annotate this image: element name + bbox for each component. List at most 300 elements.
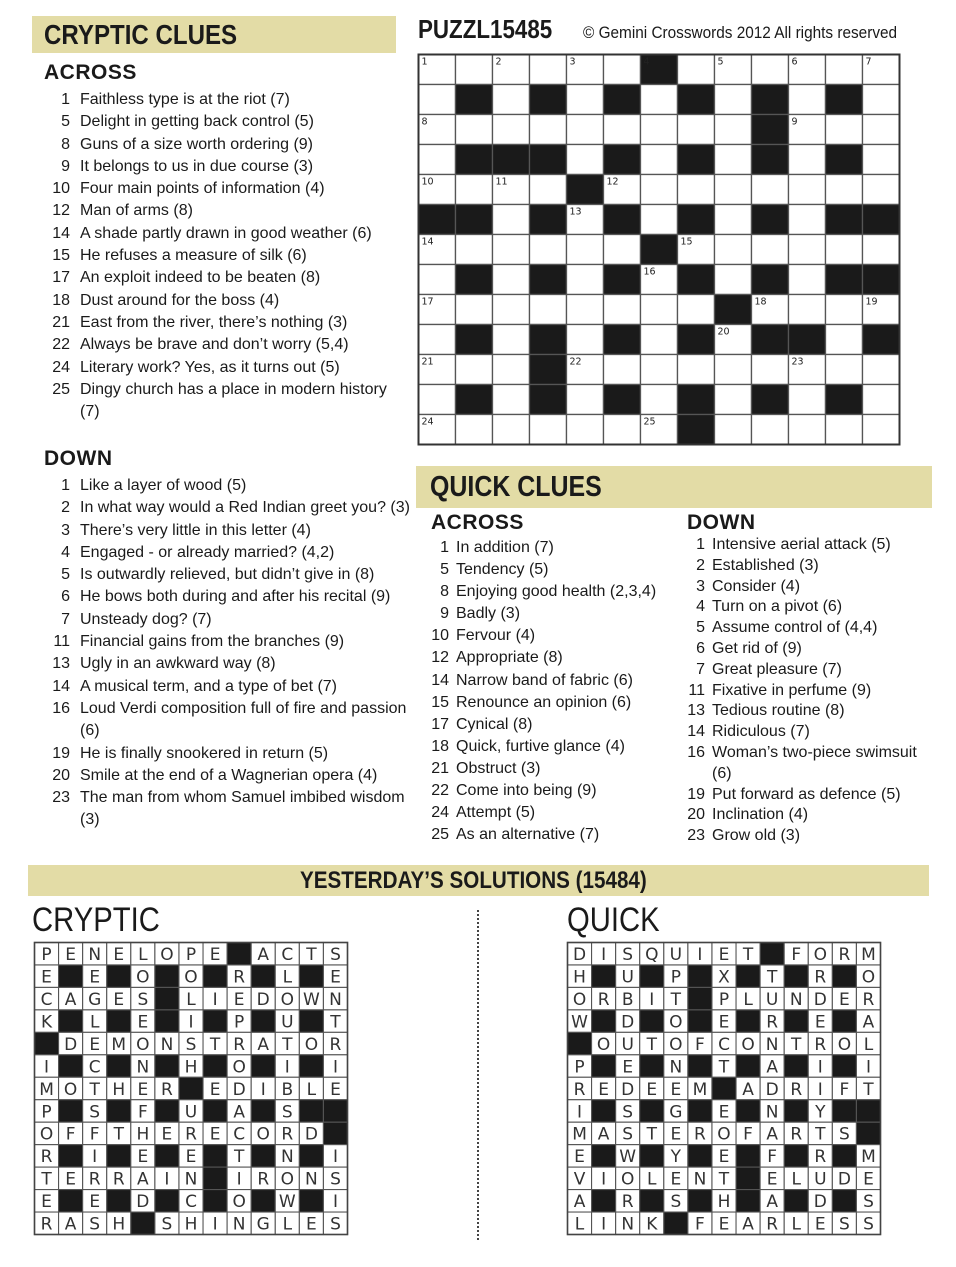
- solution-letter: E: [670, 1079, 682, 1100]
- solution-block: [299, 1055, 323, 1077]
- clue-item: [431, 603, 681, 625]
- grid-cell[interactable]: [530, 235, 567, 265]
- grid-block: [604, 325, 641, 355]
- solution-letter: N: [765, 1034, 779, 1055]
- grid-cell[interactable]: [419, 385, 456, 415]
- grid-cell[interactable]: [604, 295, 641, 325]
- grid-cell[interactable]: [715, 415, 752, 445]
- grid-cell[interactable]: [789, 175, 826, 205]
- grid-cell[interactable]: [419, 85, 456, 115]
- grid-cell[interactable]: [863, 175, 900, 205]
- grid-cell[interactable]: [530, 295, 567, 325]
- grid-cell[interactable]: [567, 265, 604, 295]
- grid-block: [863, 265, 900, 295]
- grid-cell[interactable]: [419, 265, 456, 295]
- solution-letter: D: [136, 1192, 150, 1213]
- grid-block: [789, 325, 826, 355]
- clue-text: As an alternative (7): [456, 826, 600, 844]
- solution-letter: E: [41, 1192, 52, 1213]
- solution-letter: T: [209, 1034, 221, 1055]
- clue-text: He refuses a measure of silk (6): [80, 247, 307, 265]
- solution-letter: T: [282, 1034, 293, 1055]
- grid-cell[interactable]: [863, 115, 900, 145]
- clue-text: Quick, furtive glance (4): [456, 737, 625, 755]
- solution-letter: T: [718, 1057, 730, 1078]
- solution-letter: O: [232, 1057, 246, 1078]
- grid-cell[interactable]: [641, 325, 678, 355]
- solution-letter: I: [332, 1192, 338, 1213]
- solution-letter: E: [330, 1079, 341, 1100]
- clue-text: Enjoying good health (2,3,4): [456, 583, 657, 601]
- clue-text: Always be brave and don’t worry (5,4): [80, 336, 349, 354]
- solution-letter: A: [573, 1192, 586, 1213]
- grid-cell[interactable]: [567, 325, 604, 355]
- clue-number: 1: [61, 477, 70, 494]
- clue-item: [44, 631, 414, 653]
- solution-block: [832, 1010, 856, 1032]
- grid-cell[interactable]: [789, 85, 826, 115]
- solution-letter: O: [837, 1034, 852, 1055]
- grid-cell[interactable]: [863, 385, 900, 415]
- solution-letter: A: [257, 945, 270, 966]
- solution-letter: E: [766, 1169, 778, 1190]
- solution-letter: R: [281, 1124, 294, 1145]
- clue-item: [44, 223, 404, 245]
- solution-block: [203, 1055, 227, 1077]
- solution-block: [736, 1190, 760, 1212]
- clue-text: The man from whom Samuel imbibed wisdom (3): [80, 789, 405, 829]
- solution-letter: T: [863, 1079, 874, 1100]
- grid-cell[interactable]: [715, 355, 752, 385]
- solution-block: [179, 1077, 203, 1099]
- solution-letter: O: [136, 1034, 150, 1055]
- grid-cell[interactable]: [715, 145, 752, 175]
- grid-cell[interactable]: [826, 55, 863, 85]
- clue-item: [44, 334, 404, 356]
- solution-block: [568, 1032, 592, 1054]
- solution-block: [592, 1010, 616, 1032]
- grid-number: 23: [791, 356, 804, 368]
- clue-number: 7: [696, 660, 705, 678]
- solution-letter: N: [160, 1034, 174, 1055]
- clue-text: There’s very little in this letter (4): [80, 521, 311, 539]
- solution-letter: T: [113, 1124, 124, 1145]
- clue-item: [44, 765, 414, 787]
- grid-cell[interactable]: [493, 325, 530, 355]
- grid-cell[interactable]: [456, 295, 493, 325]
- solution-block: [592, 965, 616, 987]
- solution-block: [299, 965, 323, 987]
- grid-cell[interactable]: [456, 235, 493, 265]
- grid-cell[interactable]: [789, 205, 826, 235]
- solution-letter: E: [185, 1147, 197, 1168]
- solution-letter: D: [813, 1192, 827, 1213]
- solution-letter: H: [184, 1214, 198, 1235]
- grid-cell[interactable]: [604, 415, 641, 445]
- grid-cell[interactable]: [567, 145, 604, 175]
- grid-block: [456, 265, 493, 295]
- grid-number: 13: [569, 206, 582, 218]
- solution-letter: L: [186, 989, 196, 1010]
- grid-cell[interactable]: [752, 235, 789, 265]
- solution-letter: E: [718, 1214, 730, 1235]
- puzzle-id: PUZZL15485: [418, 14, 553, 44]
- solution-letter: H: [573, 967, 586, 988]
- grid-cell[interactable]: [641, 295, 678, 325]
- grid-cell[interactable]: [641, 175, 678, 205]
- solution-letter: F: [695, 1034, 705, 1055]
- solution-block: [736, 1055, 760, 1077]
- solution-letter: O: [572, 989, 587, 1010]
- clue-number: 14: [431, 671, 449, 689]
- grid-block: [530, 355, 567, 385]
- solution-letter: R: [814, 967, 827, 988]
- clue-item: [431, 581, 681, 603]
- solutions-divider: [477, 910, 479, 1240]
- grid-number: 7: [865, 56, 872, 68]
- grid-cell[interactable]: [826, 175, 863, 205]
- solution-letter: S: [622, 945, 634, 966]
- grid-cell[interactable]: [604, 235, 641, 265]
- grid-cell[interactable]: [863, 85, 900, 115]
- grid-number: 25: [643, 416, 656, 428]
- solution-letter: H: [112, 1214, 126, 1235]
- grid-cell[interactable]: [826, 325, 863, 355]
- solution-letter: L: [791, 1214, 801, 1235]
- clue-item: [687, 535, 937, 556]
- grid-cell[interactable]: [863, 415, 900, 445]
- grid-cell[interactable]: [715, 385, 752, 415]
- grid-cell[interactable]: [456, 115, 493, 145]
- solutions-title: YESTERDAY’S SOLUTIONS (15484): [300, 867, 647, 894]
- solution-letter: E: [306, 1214, 317, 1235]
- grid-cell[interactable]: [641, 85, 678, 115]
- solution-letter: I: [601, 945, 607, 966]
- grid-cell[interactable]: [530, 175, 567, 205]
- solution-letter: D: [64, 1034, 78, 1055]
- grid-cell[interactable]: [493, 115, 530, 145]
- grid-cell[interactable]: [715, 235, 752, 265]
- clue-number: 7: [61, 610, 70, 628]
- solution-letter: S: [622, 1102, 634, 1123]
- grid-cell[interactable]: [715, 205, 752, 235]
- clue-item: [431, 780, 681, 802]
- solution-letter: A: [742, 1214, 754, 1235]
- grid-cell[interactable]: [826, 355, 863, 385]
- grid-block: [530, 385, 567, 415]
- solution-letter: E: [209, 1124, 221, 1145]
- clue-number: 11: [53, 633, 70, 651]
- clue-text: Guns of a size worth ordering (9): [80, 135, 313, 153]
- clue-item: [431, 670, 681, 692]
- solution-letter: K: [646, 1214, 658, 1235]
- grid-cell[interactable]: [641, 385, 678, 415]
- solution-letter: S: [89, 1102, 101, 1123]
- clue-text: Ugly in an awkward way (8): [80, 655, 276, 673]
- grid-cell[interactable]: [752, 415, 789, 445]
- solution-letter: O: [669, 1012, 683, 1033]
- solution-letter: O: [63, 1079, 78, 1100]
- clue-text: Attempt (5): [456, 804, 536, 822]
- solution-letter: O: [136, 967, 150, 988]
- solution-letter: S: [838, 1214, 850, 1235]
- grid-cell[interactable]: [826, 415, 863, 445]
- solution-letter: Y: [670, 1147, 682, 1168]
- solution-letter: Y: [815, 1102, 826, 1123]
- grid-cell[interactable]: [604, 115, 641, 145]
- grid-cell[interactable]: [641, 355, 678, 385]
- solution-block: [784, 1055, 808, 1077]
- grid-cell[interactable]: [530, 115, 567, 145]
- solution-letter: E: [718, 1147, 730, 1168]
- solution-block: [131, 1212, 155, 1234]
- grid-cell[interactable]: [789, 385, 826, 415]
- clue-number: 2: [696, 556, 705, 574]
- clue-text: An exploit indeed to be beaten (8): [80, 269, 321, 287]
- solution-letter: C: [88, 1057, 101, 1078]
- solution-letter: F: [839, 1079, 850, 1100]
- solution-letter: W: [619, 1147, 637, 1168]
- grid-cell[interactable]: [752, 355, 789, 385]
- solution-letter: O: [596, 1034, 611, 1055]
- solution-letter: M: [111, 1034, 127, 1055]
- grid-cell[interactable]: [678, 355, 715, 385]
- solution-letter: D: [621, 1079, 635, 1100]
- grid-cell[interactable]: [641, 145, 678, 175]
- grid-cell[interactable]: [456, 175, 493, 205]
- solution-block: [251, 1145, 275, 1167]
- solution-letter: M: [692, 1079, 708, 1100]
- solution-letter: O: [717, 1124, 731, 1145]
- solution-block: [299, 1145, 323, 1167]
- grid-cell[interactable]: [678, 115, 715, 145]
- clue-number: 19: [52, 744, 70, 762]
- clue-item: [44, 787, 414, 832]
- clue-number: 8: [440, 583, 449, 601]
- grid-cell[interactable]: [752, 55, 789, 85]
- clue-number: 10: [431, 627, 449, 645]
- solution-letter: G: [256, 1214, 270, 1235]
- solution-letter: I: [260, 1079, 266, 1100]
- grid-cell[interactable]: [789, 295, 826, 325]
- solution-letter: F: [767, 1147, 778, 1168]
- solution-letter: A: [862, 1012, 875, 1033]
- grid-cell[interactable]: [456, 415, 493, 445]
- grid-cell[interactable]: [530, 55, 567, 85]
- solution-letter: L: [306, 1079, 317, 1100]
- grid-cell[interactable]: [456, 55, 493, 85]
- grid-cell[interactable]: [493, 295, 530, 325]
- grid-block: [456, 325, 493, 355]
- solution-letter: O: [39, 1124, 54, 1145]
- grid-cell[interactable]: [863, 235, 900, 265]
- solution-block: [155, 1055, 179, 1077]
- solution-block: [59, 1190, 83, 1212]
- clue-item: [431, 758, 681, 780]
- clue-item: [44, 520, 414, 542]
- solution-letter: F: [89, 1124, 100, 1145]
- clue-number: 23: [687, 827, 705, 845]
- clue-item: [687, 577, 937, 598]
- solution-block: [203, 965, 227, 987]
- solution-letter: P: [41, 945, 52, 966]
- grid-cell[interactable]: [752, 175, 789, 205]
- solution-letter: P: [185, 945, 197, 966]
- solution-block: [59, 1145, 83, 1167]
- grid-block: [456, 385, 493, 415]
- clue-item: [687, 597, 937, 618]
- grid-cell[interactable]: [715, 85, 752, 115]
- grid-number: 4: [643, 56, 650, 68]
- solution-block: [323, 1100, 347, 1122]
- grid-block: [456, 85, 493, 115]
- clue-item: [44, 676, 414, 698]
- clue-item: [431, 802, 681, 824]
- clue-text: Man of arms (8): [80, 202, 193, 220]
- solution-letter: P: [574, 1057, 585, 1078]
- grid-cell[interactable]: [604, 55, 641, 85]
- solution-letter: I: [92, 1147, 98, 1168]
- grid-cell[interactable]: [493, 385, 530, 415]
- grid-cell[interactable]: [789, 265, 826, 295]
- grid-cell[interactable]: [530, 415, 567, 445]
- grid-cell[interactable]: [715, 115, 752, 145]
- solution-block: [59, 1100, 83, 1122]
- grid-cell[interactable]: [641, 115, 678, 145]
- solution-letter: E: [89, 1034, 101, 1055]
- grid-block: [752, 205, 789, 235]
- solution-letter: F: [791, 945, 802, 966]
- grid-block: [752, 85, 789, 115]
- grid-cell[interactable]: [863, 355, 900, 385]
- grid-cell[interactable]: [567, 385, 604, 415]
- solution-letter: T: [41, 1169, 52, 1190]
- grid-cell[interactable]: [826, 115, 863, 145]
- clue-number: 5: [440, 561, 449, 579]
- grid-cell[interactable]: [567, 115, 604, 145]
- cryptic-clues-title: CRYPTIC CLUES: [44, 19, 238, 50]
- grid-cell[interactable]: [456, 355, 493, 385]
- solution-block: [203, 1010, 227, 1032]
- crossword-grid: [417, 53, 901, 447]
- grid-cell[interactable]: [493, 205, 530, 235]
- clue-number: 2: [61, 499, 70, 517]
- clue-item: [44, 200, 404, 222]
- grid-cell[interactable]: [678, 55, 715, 85]
- solution-letter: D: [813, 989, 827, 1010]
- solution-letter: E: [670, 1124, 682, 1145]
- clue-number: 6: [696, 639, 705, 657]
- grid-cell[interactable]: [826, 295, 863, 325]
- grid-number: 16: [643, 266, 656, 278]
- solution-block: [832, 965, 856, 987]
- grid-cell[interactable]: [567, 415, 604, 445]
- solution-letter: E: [89, 967, 101, 988]
- clue-text: Come into being (9): [456, 782, 597, 800]
- grid-cell[interactable]: [567, 235, 604, 265]
- grid-number: 15: [680, 236, 693, 248]
- solution-letter: S: [281, 1102, 293, 1123]
- solution-block: [107, 1190, 131, 1212]
- clue-number: 16: [52, 699, 70, 717]
- solution-block: [640, 1055, 664, 1077]
- solution-letter: E: [598, 1079, 609, 1100]
- clue-text: Badly (3): [456, 605, 521, 623]
- grid-cell[interactable]: [493, 415, 530, 445]
- grid-cell[interactable]: [789, 415, 826, 445]
- grid-cell[interactable]: [493, 265, 530, 295]
- clue-number: 3: [61, 521, 70, 539]
- grid-block: [604, 265, 641, 295]
- grid-cell[interactable]: [493, 355, 530, 385]
- grid-block: [752, 265, 789, 295]
- solution-block: [688, 1055, 712, 1077]
- grid-cell[interactable]: [493, 85, 530, 115]
- solution-letter: A: [766, 1192, 778, 1213]
- solution-letter: O: [160, 945, 174, 966]
- solution-block: [832, 1100, 856, 1122]
- solution-block: [59, 965, 83, 987]
- clue-item: [431, 824, 681, 846]
- clue-text: Turn on a pivot (6): [712, 598, 843, 616]
- solution-letter: G: [88, 989, 102, 1010]
- clue-number: 5: [696, 619, 705, 637]
- clue-item: [44, 586, 414, 608]
- solution-block: [299, 1190, 323, 1212]
- solution-letter: R: [88, 1169, 101, 1190]
- grid-block: [678, 205, 715, 235]
- solution-letter: U: [765, 989, 779, 1010]
- solution-letter: I: [164, 1169, 170, 1190]
- clue-item: [431, 537, 681, 559]
- grid-cell[interactable]: [678, 175, 715, 205]
- grid-cell[interactable]: [493, 235, 530, 265]
- grid-cell[interactable]: [419, 325, 456, 355]
- clue-text: Is outwardly relieved, but didn’t give in (8): [80, 566, 375, 584]
- clue-number: 24: [52, 358, 70, 376]
- grid-cell[interactable]: [567, 85, 604, 115]
- grid-cell[interactable]: [567, 295, 604, 325]
- solution-block: [203, 1145, 227, 1167]
- solution-letter: N: [621, 1214, 635, 1235]
- grid-cell[interactable]: [678, 295, 715, 325]
- solution-letter: R: [766, 1214, 779, 1235]
- clue-number: 17: [431, 715, 449, 733]
- solution-letter: D: [621, 1012, 635, 1033]
- grid-cell[interactable]: [604, 355, 641, 385]
- solution-letter: R: [621, 1192, 634, 1213]
- solution-block: [227, 943, 251, 965]
- solution-letter: Q: [645, 945, 659, 966]
- solution-letter: R: [862, 989, 875, 1010]
- grid-cell[interactable]: [863, 145, 900, 175]
- solution-block: [640, 965, 664, 987]
- grid-block: [863, 325, 900, 355]
- grid-block: [715, 295, 752, 325]
- grid-cell[interactable]: [641, 205, 678, 235]
- grid-cell[interactable]: [715, 175, 752, 205]
- grid-cell[interactable]: [715, 265, 752, 295]
- solution-letter: R: [233, 1034, 246, 1055]
- grid-cell[interactable]: [789, 145, 826, 175]
- grid-cell[interactable]: [789, 235, 826, 265]
- solution-letter: D: [837, 1169, 851, 1190]
- solution-letter: C: [281, 945, 294, 966]
- solution-letter: R: [112, 1169, 125, 1190]
- clue-text: Intensive aerial attack (5): [712, 536, 891, 553]
- grid-cell[interactable]: [826, 235, 863, 265]
- grid-cell[interactable]: [419, 145, 456, 175]
